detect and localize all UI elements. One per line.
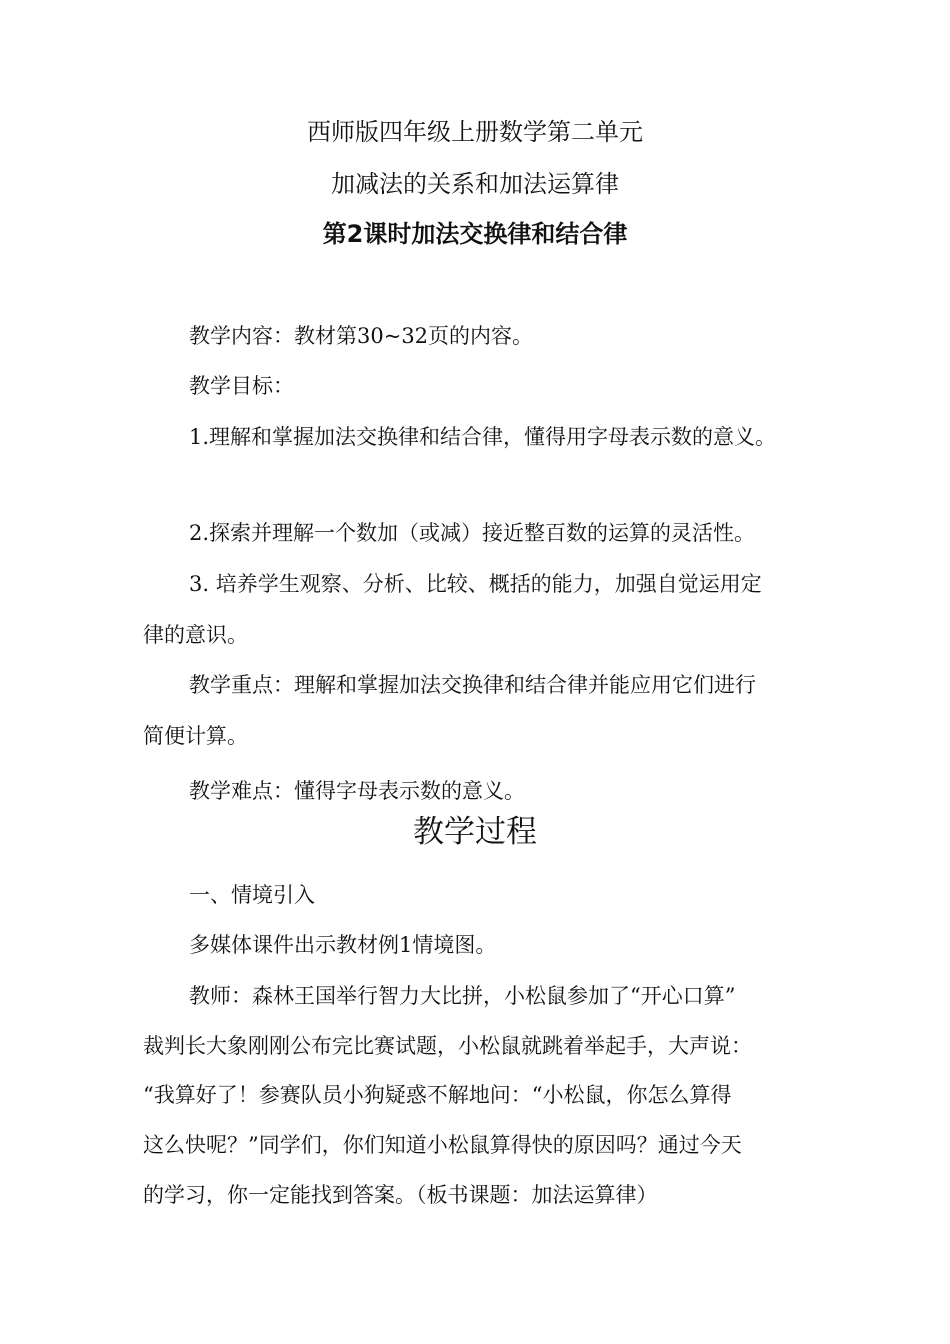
paragraph-2-line-1: 教师：森林王国举行智力大比拼，小松鼠参加了“开心口算” — [189, 984, 736, 1008]
key-point-line-2: 简便计算。 — [143, 724, 248, 748]
paragraph-2-line-5: 的学习，你一定能找到答案。（板书课题：加法运算律） — [143, 1183, 658, 1207]
key-point-line-1: 教学重点：理解和掌握加法交换律和结合律并能应用它们进行 — [189, 673, 756, 697]
process-heading: 教学过程 — [413, 814, 537, 850]
objectives-heading: 教学目标： — [189, 374, 294, 398]
difficulty: 教学难点：懂得字母表示数的意义。 — [189, 779, 525, 803]
section-1-heading: 一、情境引入 — [189, 883, 315, 907]
objective-3-line-1: 3. 培养学生观察、分析、比较、概括的能力，加强自觉运用定 — [189, 572, 762, 596]
paragraph-1: 多媒体课件出示教材例1情境图。 — [189, 933, 497, 957]
title-unit: 西师版四年级上册数学第二单元 — [307, 118, 643, 146]
paragraph-2-line-4: 这么快呢？”同学们，你们知道小松鼠算得快的原因吗？通过今天 — [143, 1133, 742, 1157]
paragraph-2-line-3: “我算好了！参赛队员小狗疑惑不解地问：“小松鼠，你怎么算得 — [143, 1083, 732, 1107]
objective-1: 1.理解和掌握加法交换律和结合律，懂得用字母表示数的意义。 — [189, 425, 777, 449]
objective-3-line-2: 律的意识。 — [143, 623, 248, 647]
title-topic: 加减法的关系和加法运算律 — [331, 170, 619, 198]
objective-2: 2.探索并理解一个数加（或减）接近整百数的运算的灵活性。 — [189, 521, 756, 545]
title-lesson: 第2课时加法交换律和结合律 — [322, 220, 628, 248]
teaching-content: 教学内容：教材第30~32页的内容。 — [189, 324, 534, 348]
paragraph-2-line-2: 裁判长大象刚刚公布完比赛试题，小松鼠就跳着举起手，大声说： — [143, 1034, 752, 1058]
